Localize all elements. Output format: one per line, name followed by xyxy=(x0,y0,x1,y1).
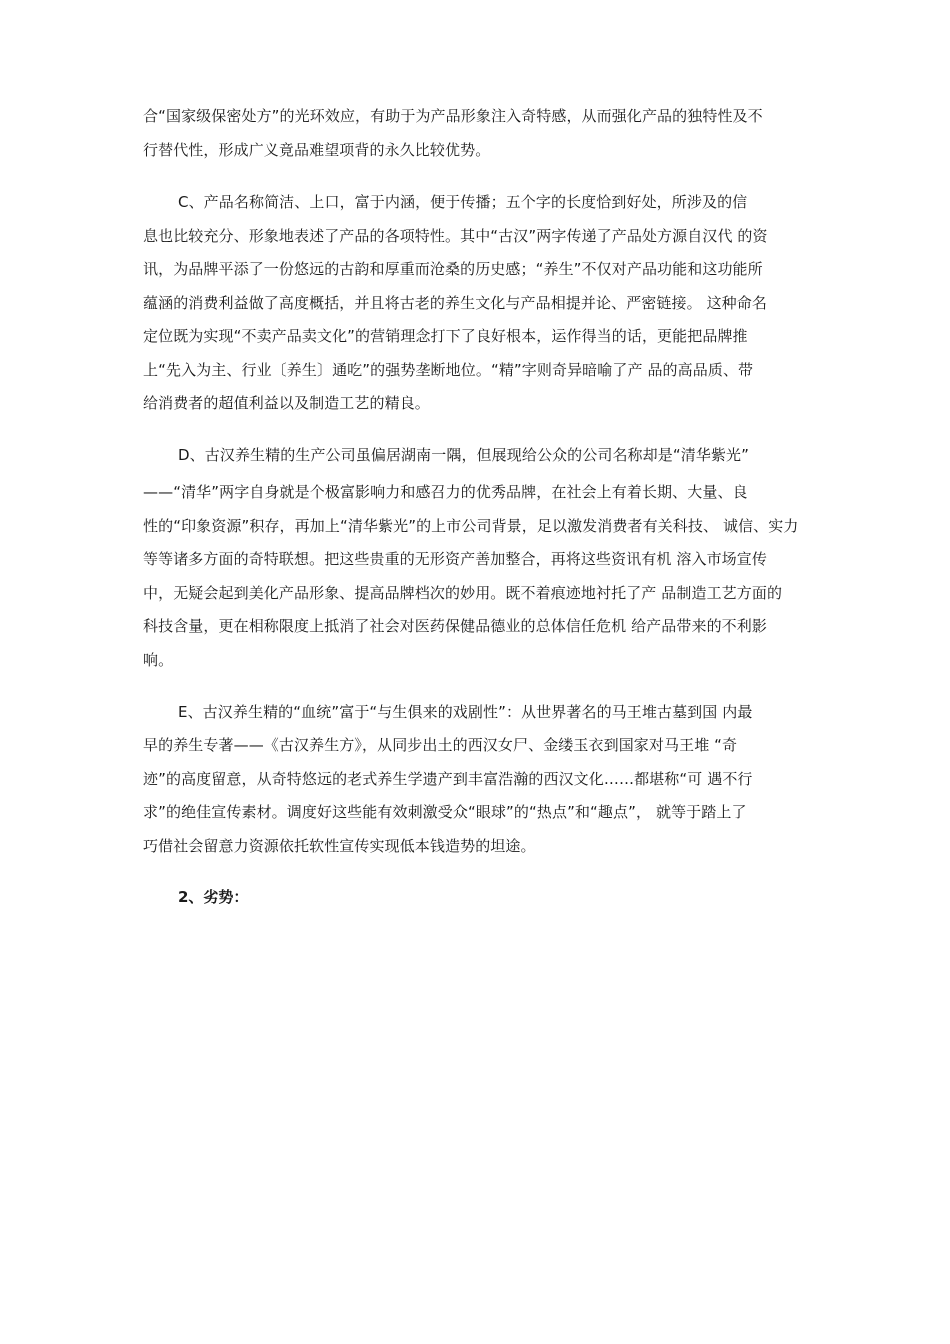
paragraph-c-line-6: 上“先入为主、行业〔养生〕通吃”的强势垄断地位。“精”字则奇异暗喻了产 品的高品质、带 xyxy=(143,361,754,379)
paragraph-c-line-4: 蕴涵的消费利益做了高度概括，并且将古老的养生文化与产品相提并论、严密链接。 这种命名 xyxy=(143,294,767,312)
section-heading: 2、劣势： xyxy=(178,888,249,906)
paragraph-d-line-4: 等等诸多方面的奇特联想。把这些贵重的无形资产善加整合，再将这些资讯有机 溶入市场宣传 xyxy=(143,550,767,568)
paragraph-c-line-7: 给消费者的超值利益以及制造工艺的精良。 xyxy=(143,394,430,412)
paragraph-e-line-5: 巧借社会留意力资源依托软性宣传实现低本钱造势的坦途。 xyxy=(143,837,536,855)
paragraph-e-line-1: E、古汉养生精的“血统”富于“与生俱来的戏剧性”：从世界著名的马王堆古墓到国 内最 xyxy=(178,703,753,721)
paragraph-e-line-3: 迹”的高度留意，从奇特悠远的老式养生学遗产到丰富浩瀚的西汉文化……都堪称“可 遇不行 xyxy=(143,770,753,788)
paragraph-c-line-5: 定位既为实现“不卖产品卖文化”的营销理念打下了良好根本，运作得当的话，更能把品牌推 xyxy=(143,327,748,345)
paragraph-e-line-2: 早的养生专著——《古汉养生方》，从同步出土的西汉女尸、金缕玉衣到国家对马王堆 “奇 xyxy=(143,736,738,754)
paragraph-d-line-1: D、古汉养生精的生产公司虽偏居湖南一隅，但展现给公众的公司名称却是“清华紫光” xyxy=(178,446,749,464)
paragraph-e-line-4: 求”的绝佳宣传素材。调度好这些能有效刺激受众“眼球”的“热点”和“趣点”， 就等于踏上了 xyxy=(143,803,747,821)
paragraph-c-line-3: 讯，为品牌平添了一份悠远的古韵和厚重而沧桑的历史感；“养生”不仅对产品功能和这功能所 xyxy=(143,260,763,278)
intro-line-1: 合“国家级保密处方”的光环效应，有助于为产品形象注入奇特感，从而强化产品的独特性及不 xyxy=(143,107,763,125)
paragraph-d-line-7: 响。 xyxy=(143,651,174,669)
paragraph-d-line-3: 性的“印象资源”积存，再加上“清华紫光”的上市公司背景，足以激发消费者有关科技、 诚信、实力 xyxy=(143,517,799,535)
paragraph-d-line-2: ——“清华”两字自身就是个极富影响力和感召力的优秀品牌，在社会上有着长期、大量、良 xyxy=(143,483,748,501)
paragraph-c-line-2: 息也比较充分、形象地表述了产品的各项特性。其中“古汉”两字传递了产品处方源自汉代 的资 xyxy=(143,227,768,245)
paragraph-c-line-1: C、产品名称简洁、上口，富于内涵，便于传播；五个字的长度恰到好处，所涉及的信 xyxy=(178,193,748,211)
intro-line-2: 行替代性，形成广义竟品难望项背的永久比较优势。 xyxy=(143,141,491,159)
paragraph-d-line-5: 中，无疑会起到美化产品形象、提高品牌档次的妙用。既不着痕迹地衬托了产 品制造工艺方面的 xyxy=(143,584,783,602)
paragraph-d-line-6: 科技含量，更在相称限度上抵消了社会对医药保健品德业的总体信任危机 给产品带来的不利影 xyxy=(143,617,767,635)
